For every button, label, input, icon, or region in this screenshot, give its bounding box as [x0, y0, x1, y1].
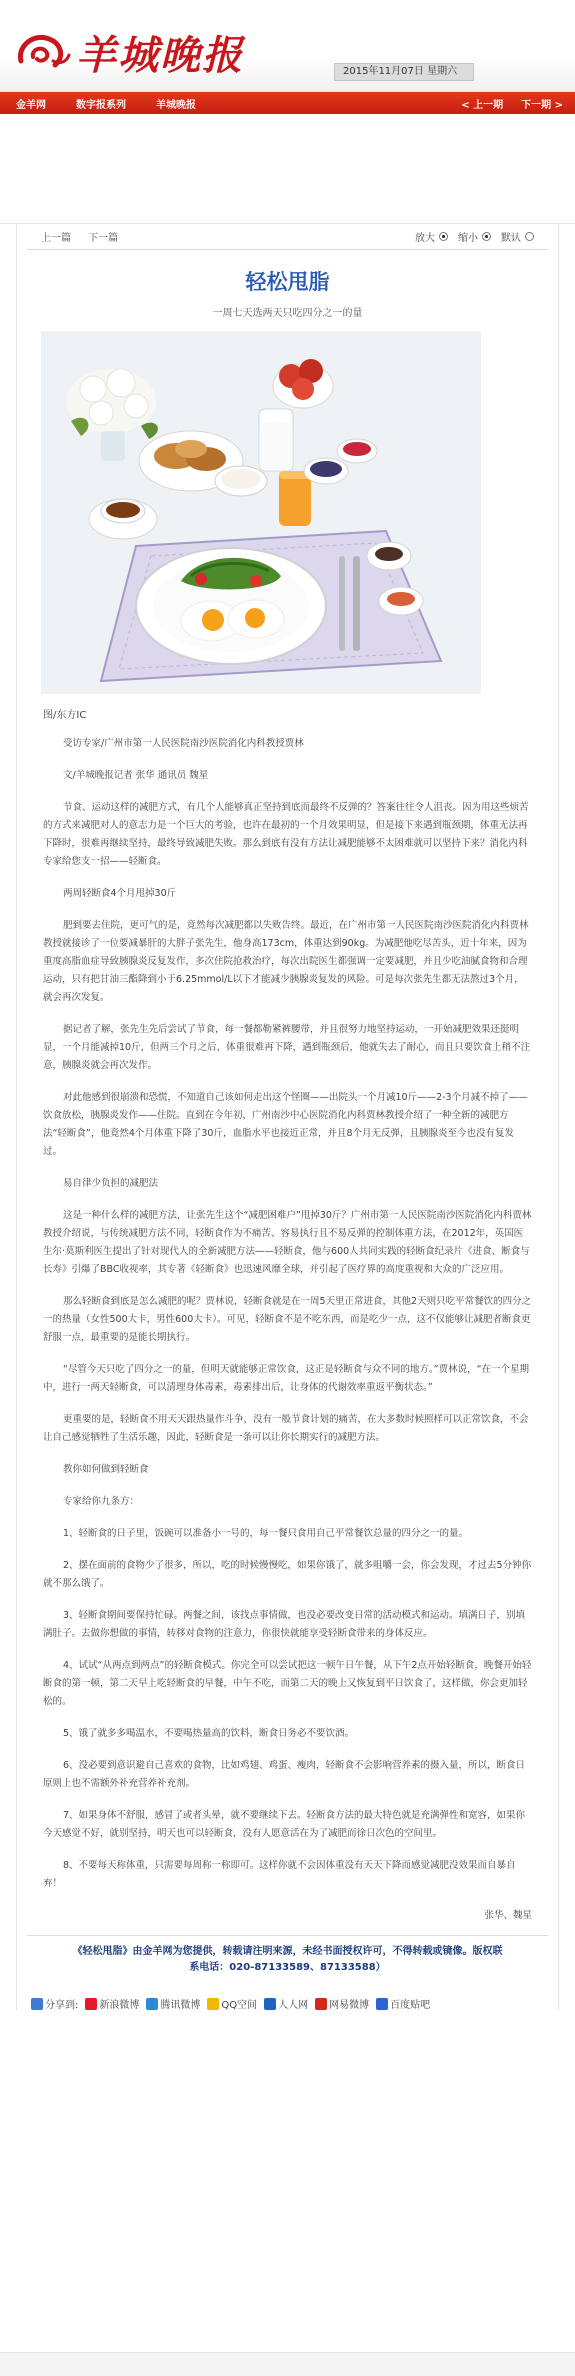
paragraph: 肥到要去住院，更可气的是，竟然每次减肥都以失败告终。最近，在广州市第一人民医院南沙医院消化内科贾林教授就接诊了一位要减暴肝的大胖子张先生，他身高173cm，体重达到90kg。为减肥他吃尽苦头，近十年来，因为重度高脂血症导致胰腺炎反复发作，多次住院抢救治疗，每次出院医生都强调一定要减肥，并且少吃油腻食物和合理运动，只有把甘油三酯降到小于6.25mmol/L以下才能减少胰腺炎复发的风险。可是每次张先生都无法熬过3个月，就会再次发复。 [43, 920, 529, 1003]
size-large-option[interactable] [415, 229, 448, 244]
paragraph: “尽管今天只吃了四分之一的量，但明天就能够正常饮食，这正是轻断食与众不同的地方。”贾林说，“在一个星期中，进行一两天轻断食，可以清理身体毒素，毒素排出后，让身体的代谢效率重返平衡状态。” [43, 1364, 530, 1393]
qzone-icon [207, 1998, 219, 2010]
copyright-line-2: 系电话：020-87133589、87133588） [189, 1962, 386, 1973]
next-article-link[interactable]: 下一篇 [88, 233, 119, 244]
sina-weibo-icon [85, 1998, 97, 2010]
paragraph: 那么轻断食到底是怎么减肥的呢？贾林说，轻断食就是在一周5天里正常进食，其他2天则只吃平常餐饮的四分之一的热量（女性500大卡，男性600大卡）。可见，轻断食不是不吃东西，而是吃少一点，这不仅能够让减肥者断食更舒服一点，最重要的是能长期执行。 [43, 1296, 532, 1343]
paragraph: 受访专家/广州市第一人民医院南沙医院消化内科教授贾林 [63, 738, 304, 749]
prev-issue-link[interactable]: < 上一期 [461, 99, 504, 111]
copyright-notice [27, 1935, 548, 1976]
article-photo [41, 331, 481, 694]
author-signature: 张华、魏星 [484, 1910, 532, 1921]
nav-item-ycwb[interactable]: 羊城晚报 [156, 99, 196, 111]
size-default-label: 默认 [501, 233, 521, 244]
section-heading: 易自律少负担的减肥法 [63, 1178, 159, 1189]
baidu-tieba-icon [376, 1998, 388, 2010]
site-logo[interactable] [14, 24, 244, 81]
paragraph: 专家给你九条方： [63, 1496, 140, 1507]
netease-weibo-icon [315, 1998, 327, 2010]
nav-item-digital-series[interactable]: 数字报系列 [76, 99, 126, 111]
masthead [0, 0, 575, 92]
size-small-option[interactable] [458, 229, 491, 244]
size-large-label: 放大 [415, 233, 435, 244]
copyright-line-1: 《轻松甩脂》由金羊网为您提供，转载请注明来源，未经书面授权许可，不得转载或镜像。版权联 [72, 1946, 503, 1957]
tip-item: 5、饿了就多多喝温水，不要喝热量高的饮料，断食日务必不要饮酒。 [63, 1728, 355, 1739]
paragraph: 文/羊城晚报记者 张华 通讯员 魏星 [63, 770, 209, 781]
share-label: 分享到: [31, 1996, 78, 2011]
paragraph: 这是一种什么样的减肥方法，让张先生这个“减肥困难户”甩掉30斤？广州市第一人民医院南沙医院消化内科贾林教授介绍说，与传统减肥方法不同，轻断食作为不痛苦、容易执行且不易反弹的控制体重方法，在2012年，英国医生尔·莫斯利医生提出了针对现代人的全新减肥方法——轻断食，他与600人共同实践的轻断食纪录片《进食、断食与长寿》引爆了BBC收视率，其专著《轻断食》也迅速风靡全球，并引起了医疗界的高度重视和大众的广泛应用。 [43, 1210, 532, 1275]
size-default-radio[interactable] [525, 232, 534, 241]
tencent-weibo-icon [146, 1998, 158, 2010]
tip-item: 6、没必要到意识避自己喜欢的食物，比如鸡翅、鸡蛋、瘦肉，轻断食不会影响营养素的摄入量，所以，断食日原则上也不需额外补充营养补充剂。 [43, 1760, 526, 1789]
article-pager [41, 229, 132, 244]
share-bar [31, 1996, 544, 2011]
article-title: 轻松甩脂 [245, 270, 330, 294]
paragraph: 对此他感到很崩溃和恐慌，不知道自己该如何走出这个怪圈——出院头一个月减10斤——2-3个月减不掉了——饮食放松，胰腺炎发作——住院。直到在今年初，广州南沙中心医院消化内科贾林教授介绍了一种全新的减肥方法“轻断食”，他竟然4个月体重下降了30斤，血脂水平也接近正常，并且8个月无反弹，且胰腺炎至今也没有复发过。 [43, 1092, 528, 1157]
tip-item: 1、轻断食的日子里，饭碗可以准备小一号的，每一餐只食用自己平常餐饮总量的四分之一的量。 [63, 1528, 469, 1539]
article-subtitle: 一周七天选两天只吃四分之一的量 [212, 308, 363, 319]
article-container [16, 224, 559, 2011]
paragraph: 节食、运动这样的减肥方式，有几个人能够真正坚持到底而最终不反弹的？答案往往令人沮丧。因为用这些烦苦的方式来减肥对人的意志力是一个巨大的考验，也许在最初的一个月效果明显，但是接下来遇到瓶颈期，体重无法再下降时，很难再继续坚持，最终导致减肥失败。那么到底有没有方法让减肥能够不太困难就可以坚持下来？消化内科专家给您支一招——轻断食。 [43, 802, 529, 867]
size-default-option[interactable] [501, 229, 534, 244]
share-weibo-sina[interactable]: 新浪微博 [85, 1996, 139, 2011]
share-plus-icon [31, 1998, 43, 2010]
size-small-radio[interactable] [482, 232, 491, 241]
issue-date: 2015年11月07日 星期六 [334, 63, 474, 81]
font-size-options [415, 229, 534, 244]
share-renren[interactable]: 人人网 [264, 1996, 308, 2011]
main-nav [0, 92, 575, 114]
tip-item: 8、不要每天称体重，只需要每周称一称即可。这样你就不会因体重没有天天下降而感觉减肥没效果而自暴自弃！ [43, 1860, 516, 1889]
section-heading: 两周轻断食4个月甩掉30斤 [63, 888, 177, 899]
article-toolbar [27, 224, 548, 250]
nav-item-jinyang[interactable]: 金羊网 [16, 99, 46, 111]
tip-item: 2、摆在面前的食物少了很多，所以，吃的时候慢慢吃，如果你饿了，就多咀嚼一会，你会发现，才过去5分钟你就不那么饿了。 [43, 1560, 532, 1589]
next-issue-link[interactable]: 下一期 > [521, 99, 563, 111]
logo-text: 羊城晚报 [76, 32, 244, 79]
renren-icon [264, 1998, 276, 2010]
logo-ram-icon [14, 30, 72, 76]
prev-article-link[interactable]: 上一篇 [41, 233, 71, 244]
tip-item: 4、试试“从两点到两点”的轻断食模式。你完全可以尝试把这一顿午日午餐，从下午2点开始轻断食，晚餐开始轻断食的第一顿，第二天早上吃轻断食的早餐，中午不吃，而第二天的晚上又恢复到平日饮食了，这样做，你会更加轻松的。 [43, 1660, 532, 1707]
tip-item: 7、如果身体不舒服，感冒了或者头晕，就不要继续下去。轻断食方法的最大特色就是充满弹性和宽容，如果你今天感觉不好，就别坚持，明天也可以轻断食，没有人愿意活在为了减肥而徐日次色的空间里。 [43, 1810, 526, 1839]
share-weibo-tencent[interactable]: 腾讯微博 [146, 1996, 200, 2011]
section-heading: 教你如何做到轻断食 [63, 1464, 149, 1475]
breakfast-illustration [41, 331, 481, 694]
header-spacer [0, 114, 575, 224]
article-body [43, 735, 532, 1925]
tip-item: 3、轻断食期间要保持忙碌。两餐之间，该找点事情做，也没必要改变日常的活动模式和运动。填满日子，别填满肚子。去做你想做的事情，转移对食物的注意力，你很快就能享受轻断食带来的身体反应。 [43, 1610, 526, 1639]
paragraph: 更重要的是，轻断食不用天天跟热量作斗争，没有一般节食计划的痛苦，在大多数时候照样可以正常饮食，不会让自己感觉牺牲了生活乐趣，因此，轻断食是一条可以让你长期实行的减肥方法。 [43, 1414, 529, 1443]
issue-pager [461, 92, 563, 114]
size-large-radio[interactable] [439, 232, 448, 241]
share-netease-weibo[interactable]: 网易微博 [315, 1996, 369, 2011]
photo-caption: 图/东方IC [43, 710, 87, 721]
paragraph: 据记者了解，张先生先后尝试了节食，每一餐都勒紧裤腰带，并且很努力地坚持运动，一开始减肥效果还挺明显，一个月能减掉10斤，但两三个月之后，体重很难再下降，遇到瓶颈后，他就失去了耐心，而且只要饮食上稍不注意，胰腺炎就会再次发作。 [43, 1024, 531, 1071]
size-small-label: 缩小 [458, 233, 478, 244]
share-qzone[interactable]: QQ空间 [207, 1996, 257, 2011]
share-baidu-tieba[interactable]: 百度贴吧 [376, 1996, 430, 2011]
page-bottom-bar [0, 2352, 575, 2376]
